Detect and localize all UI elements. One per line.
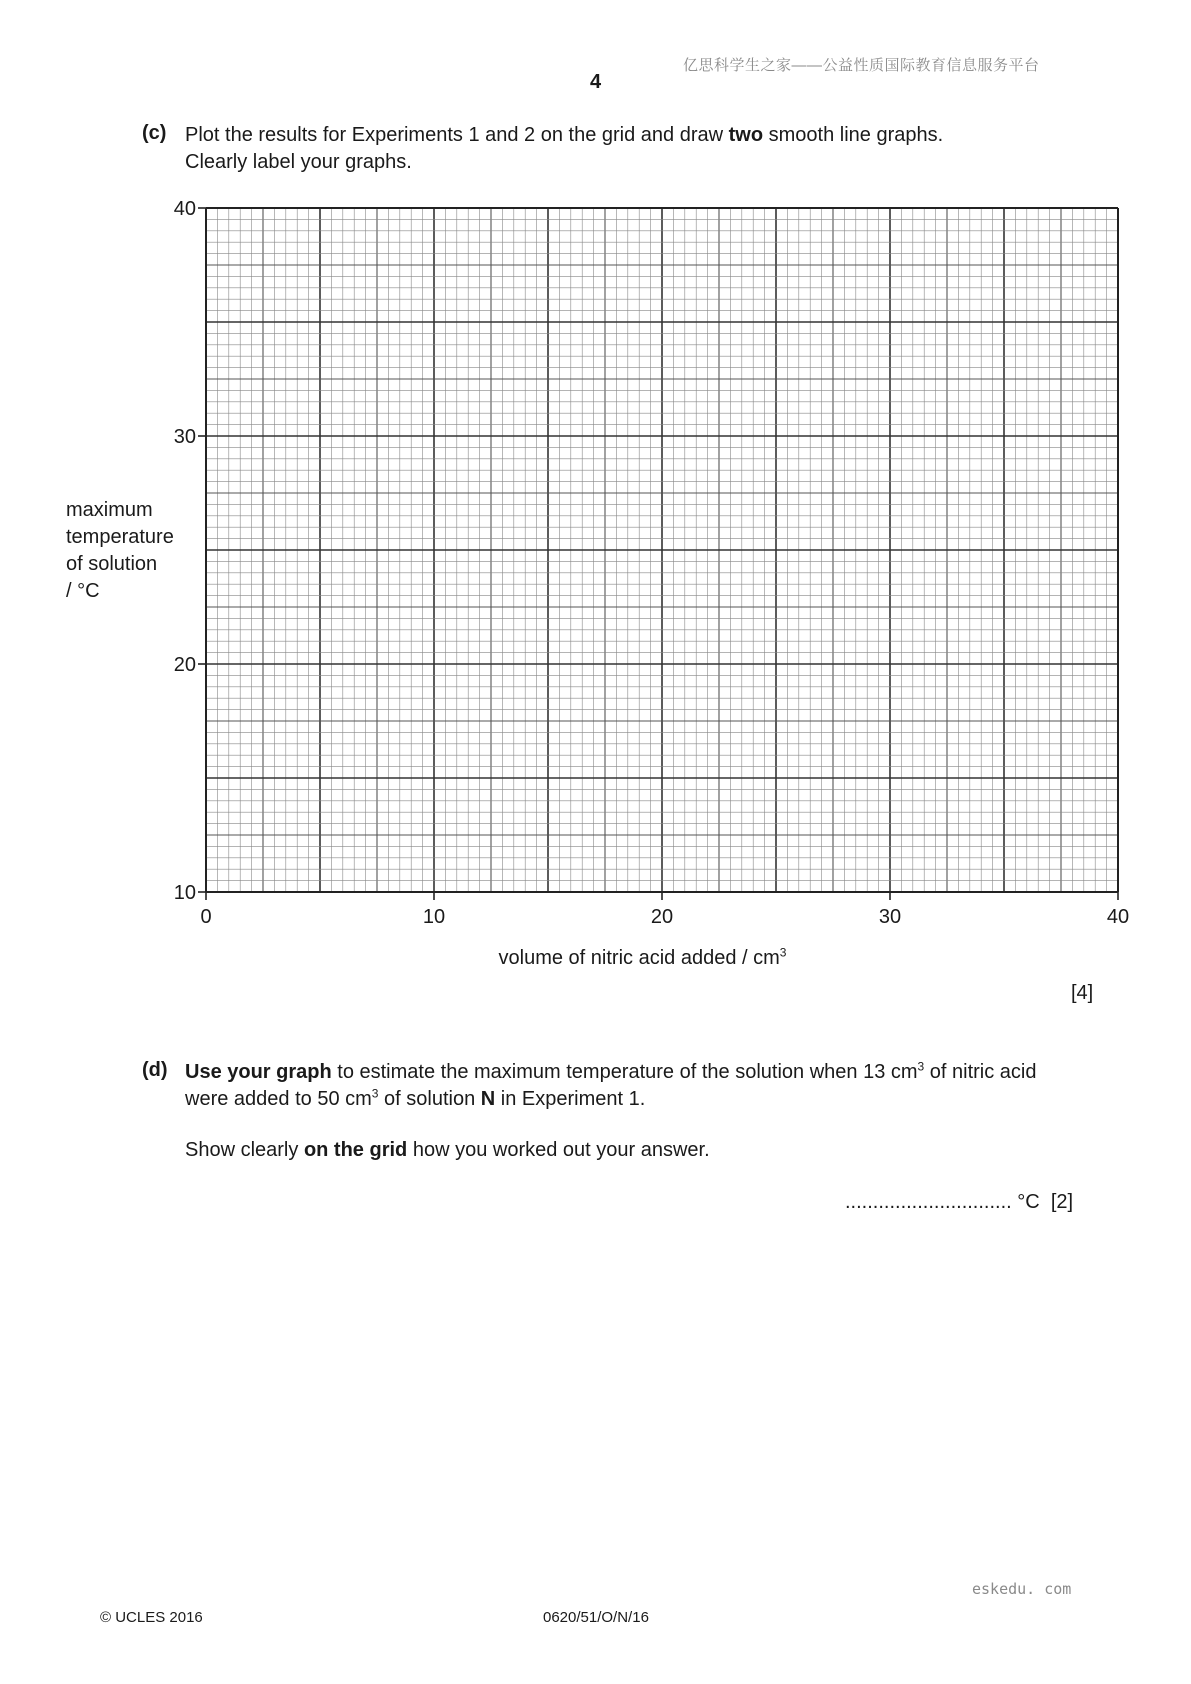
- y-tick-label: 40: [173, 198, 196, 220]
- x-tick-label: 20: [650, 906, 674, 928]
- question-c-line1: Plot the results for Experiments 1 and 2 on the grid and draw two smooth line graphs.: [185, 124, 944, 146]
- question-c-line2: Clearly label your graphs.: [185, 151, 412, 173]
- grid-lines: [206, 208, 1118, 892]
- question-d-marks: [2]: [1050, 1191, 1074, 1213]
- x-tick-labels: [200, 906, 1129, 928]
- watermark-top: 亿思科学生之家——公益性质国际教育信息服务平台: [683, 57, 1040, 74]
- question-d-text: [185, 1059, 1105, 1113]
- y-tick-label: 10: [173, 882, 196, 904]
- y-axis-label-line: / °C: [66, 580, 100, 602]
- y-tick-labels: [174, 198, 196, 904]
- question-d-instruction: Show clearly on the grid how you worked out your answer.: [185, 1139, 710, 1161]
- y-axis-label-line: maximum: [66, 499, 153, 521]
- y-axis-label-line: of solution: [66, 553, 158, 575]
- y-tick-label: 30: [173, 426, 196, 448]
- y-tick-label: 20: [173, 654, 196, 676]
- answer-dots[interactable]: ..............................: [845, 1191, 1012, 1213]
- x-axis-label: volume of nitric acid added / $cm^3$: [498, 945, 787, 969]
- question-c-label: (c): [142, 122, 167, 144]
- question-d-line1: Use your graph to estimate the maximum temperature of the solution when 13 $cm^3$ of nitric acid: [185, 1059, 1037, 1083]
- y-axis-label-line: temperature: [66, 526, 174, 548]
- x-tick-label: 40: [1106, 906, 1130, 928]
- answer-unit: °C: [1017, 1191, 1040, 1213]
- axis-ticks: [198, 208, 1118, 900]
- x-tick-label: 10: [422, 906, 446, 928]
- footer-paper-code: 0620/51/O/N/16: [543, 1609, 649, 1626]
- page-number: 4: [590, 71, 602, 93]
- watermark-bottom: eskedu. com: [972, 1580, 1072, 1598]
- question-c-marks: [4]: [1071, 982, 1094, 1004]
- x-tick-label: 0: [200, 906, 212, 928]
- question-d-line2: were added to 50 $cm^3$ of solution N in Experiment 1.: [185, 1086, 646, 1110]
- x-tick-label: 30: [878, 906, 902, 928]
- answer-line[interactable]: [845, 1191, 1073, 1214]
- footer-copyright: © UCLES 2016: [100, 1609, 203, 1626]
- question-d-label: (d): [142, 1059, 168, 1081]
- y-axis-label: [66, 497, 174, 605]
